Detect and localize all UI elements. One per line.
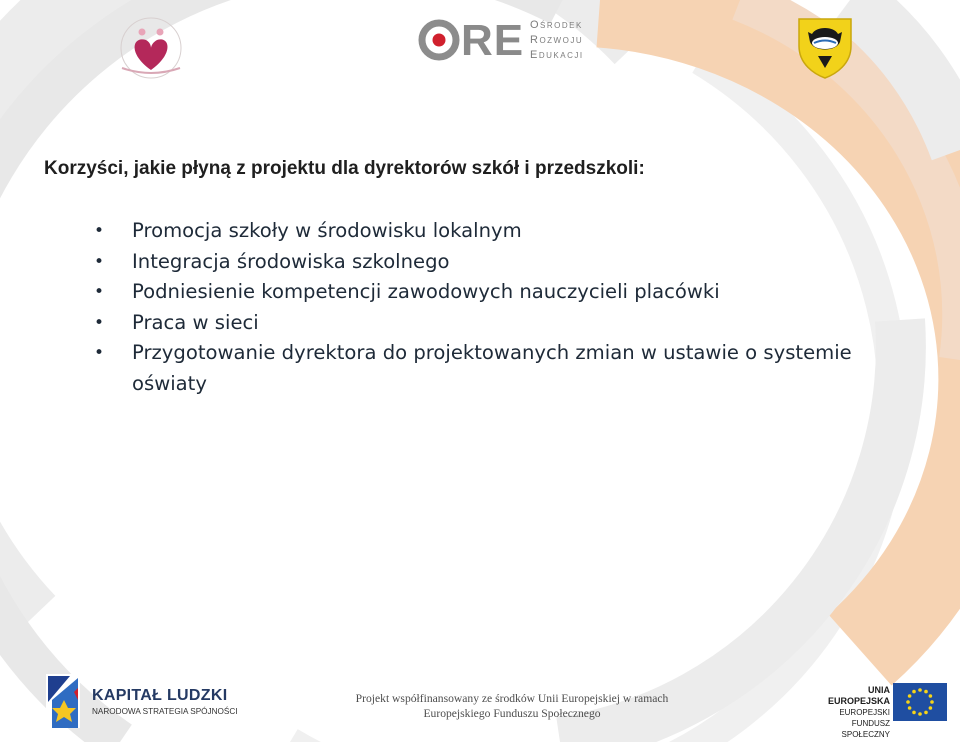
ore-tagline-line: Rozwoju — [530, 34, 584, 46]
list-item: • Podniesienie kompetencji zawodowych nauczycieli placówki — [98, 277, 898, 308]
heart-emblem-icon — [108, 14, 194, 82]
funding-line: Projekt współfinansowany ze środków Unii Europejskiej w ramach — [355, 692, 669, 705]
eu-line: EUROPEJSKI — [839, 708, 890, 717]
eu-line: FUNDUSZ SPOŁECZNY — [841, 719, 890, 739]
eu-flag-icon — [893, 683, 947, 721]
funding-note — [332, 691, 692, 721]
ore-logo-text: RE — [461, 16, 525, 65]
benefits-list — [98, 216, 898, 399]
kapital-ludzki-subtitle: NARODOWA STRATEGIA SPÓJNOŚCI — [92, 707, 238, 716]
ore-tagline-line: Edukacji — [530, 49, 584, 61]
list-item: • Integracja środowiska szkolnego — [98, 247, 898, 278]
kapital-ludzki-title: KAPITAŁ LUDZKI — [92, 687, 228, 704]
kapital-ludzki-text — [92, 687, 238, 716]
list-item: • Przygotowanie dyrektora do projektowanych zmian w ustawie o systemie oświaty — [98, 338, 872, 399]
ore-tagline — [530, 18, 584, 63]
list-item: • Praca w sieci — [98, 308, 898, 339]
slide-title: Korzyści, jakie płyną z projektu dla dyrektorów szkół i przedszkoli: — [44, 158, 645, 179]
list-item: • Promocja szkoły w środowisku lokalnym — [98, 216, 898, 247]
funding-line: Europejskiego Funduszu Społecznego — [423, 707, 601, 720]
ore-logo-icon — [417, 18, 461, 62]
ore-tagline-line: Ośrodek — [530, 19, 583, 31]
eu-fund-text — [806, 685, 890, 740]
eu-line: UNIA EUROPEJSKA — [827, 685, 890, 706]
coat-of-arms-icon — [796, 16, 854, 80]
kapital-ludzki-icon — [40, 672, 86, 730]
